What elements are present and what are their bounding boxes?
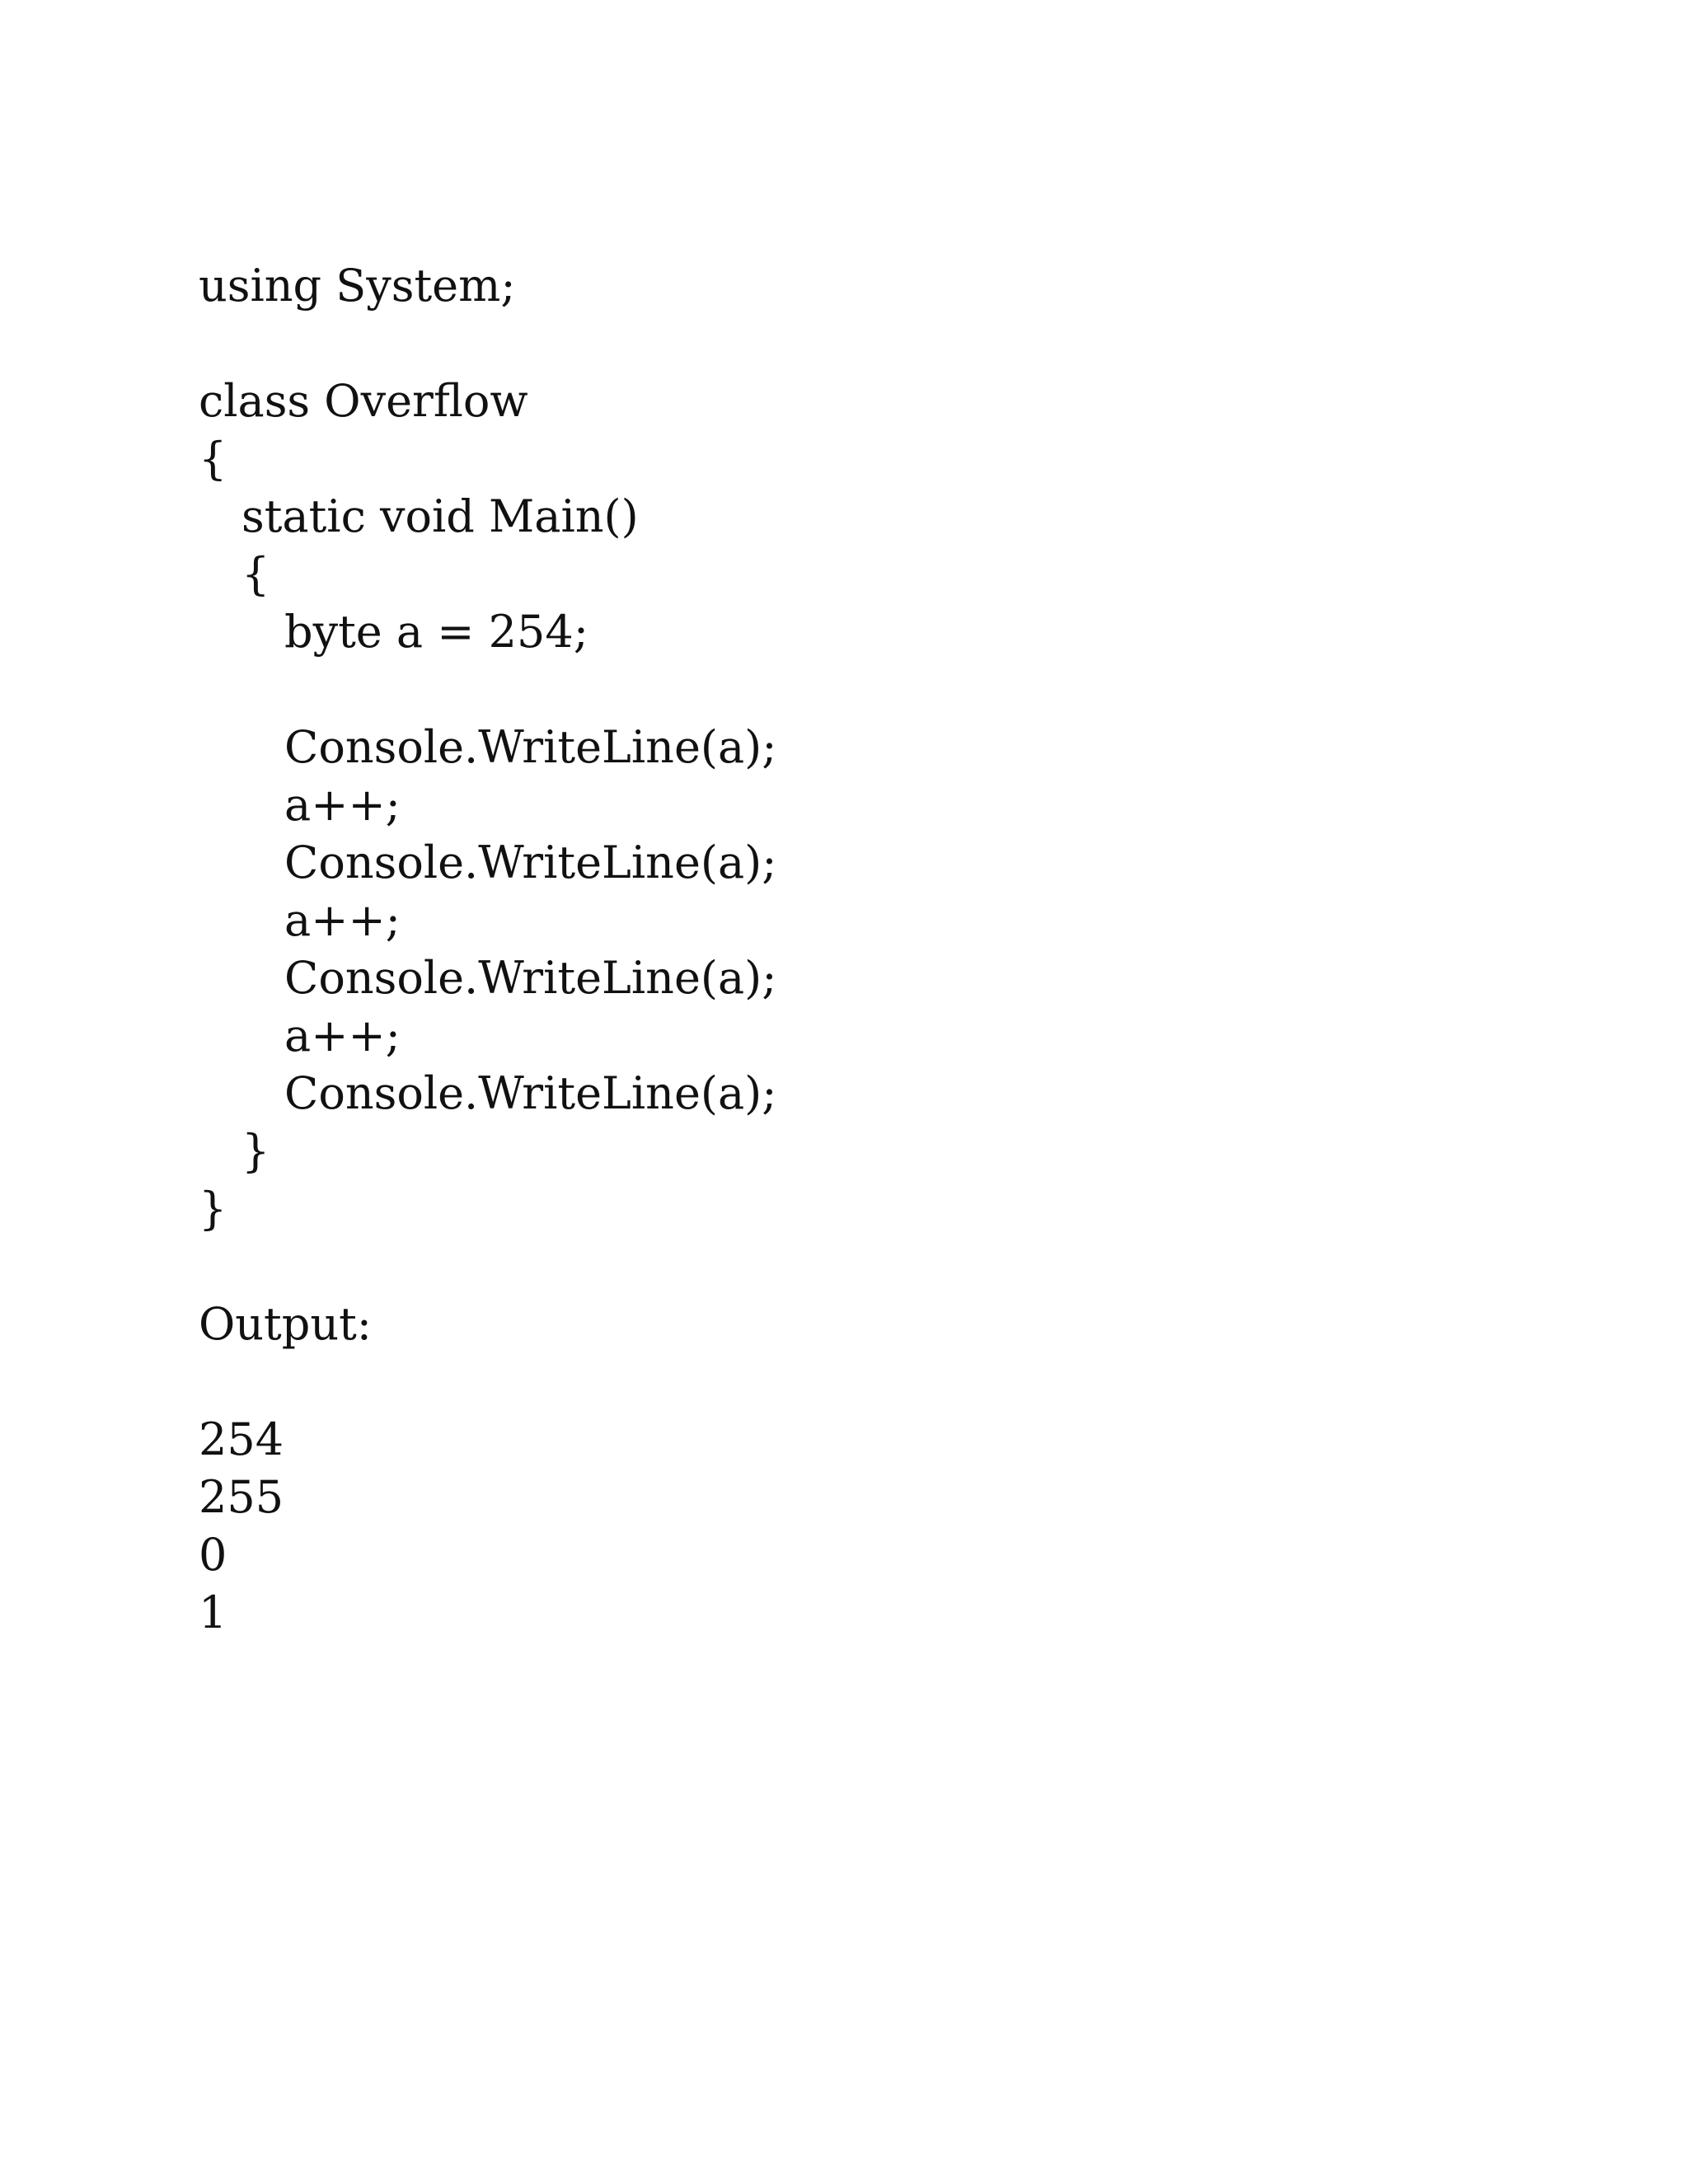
code-line-increment-3: a++; <box>284 1010 401 1062</box>
output-list <box>199 1411 1517 1642</box>
output-label: Output: <box>199 1298 372 1350</box>
output-value: 255 <box>199 1471 284 1523</box>
code-line-write-4: Console.WriteLine(a); <box>284 1067 777 1119</box>
code-line-method-signature: static void Main() <box>241 490 639 542</box>
code-line-open-method-brace: { <box>241 548 270 600</box>
code-line-close-class-brace: } <box>199 1183 227 1235</box>
code-line-open-class-brace: { <box>199 433 227 485</box>
blank-line <box>199 1353 1517 1411</box>
code-line-write-1: Console.WriteLine(a); <box>284 721 777 773</box>
code-line-close-method-brace: } <box>241 1125 270 1177</box>
output-value: 1 <box>199 1586 227 1638</box>
code-line-using: using System; <box>199 260 516 312</box>
code-line-write-2: Console.WriteLine(a); <box>284 837 777 888</box>
code-document <box>199 257 1517 1642</box>
code-line-increment-2: a++; <box>284 894 401 946</box>
blank-line <box>199 661 1517 719</box>
output-value: 0 <box>199 1529 227 1581</box>
code-line-write-3: Console.WriteLine(a); <box>284 952 777 1004</box>
blank-line <box>199 1238 1517 1296</box>
blank-line <box>199 315 1517 373</box>
code-line-class: class Overflow <box>199 375 528 427</box>
code-line-declaration: byte a = 254; <box>284 606 588 658</box>
code-line-increment-1: a++; <box>284 779 401 831</box>
output-value: 254 <box>199 1413 284 1465</box>
